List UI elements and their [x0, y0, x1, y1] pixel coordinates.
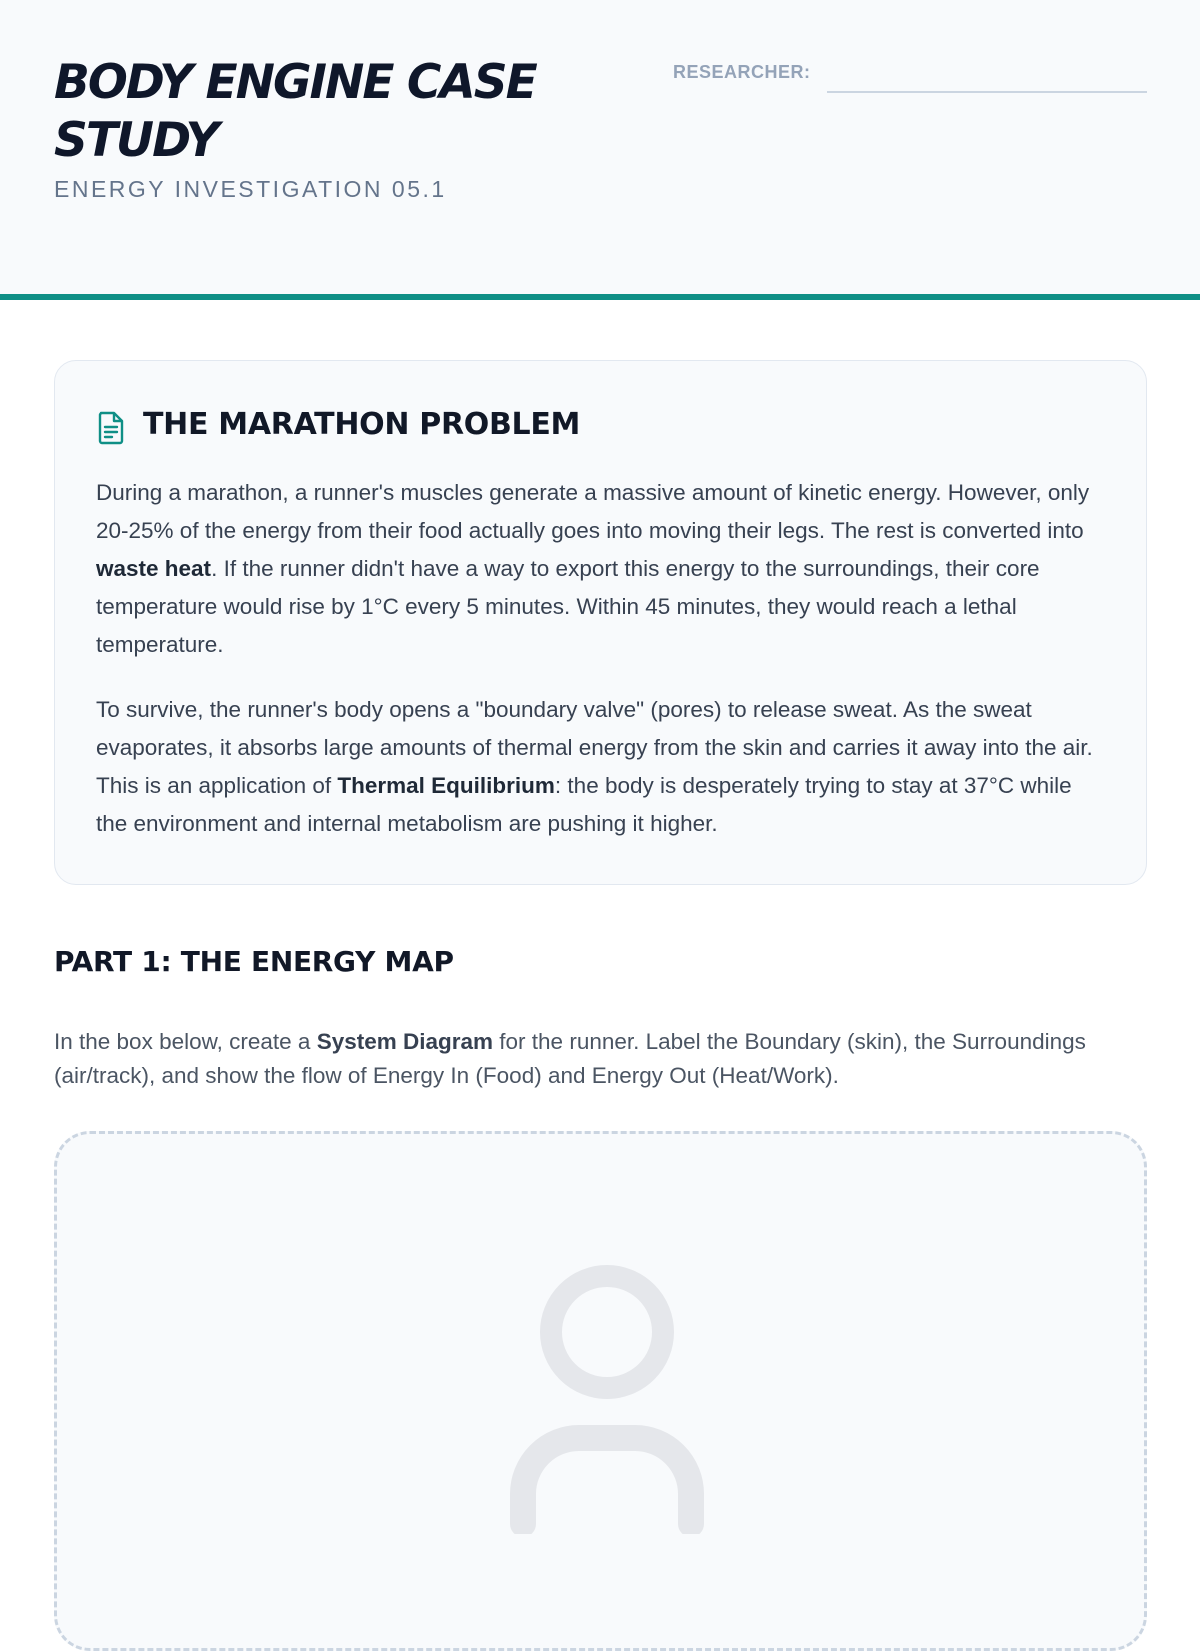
researcher-name-field[interactable]	[827, 91, 1147, 93]
highlight-waste-heat: waste heat	[96, 556, 212, 581]
part-1-instructions: In the box below, create a System Diagram for the runner. Label the Boundary (skin), the Surroundings (air/track), and show the flow of Energy In (Food) and Energy Out (Heat/Work).	[54, 1029, 1086, 1088]
card-body	[96, 474, 1106, 870]
person-icon	[497, 1264, 717, 1534]
paragraph-1: During a marathon, a runner's muscles generate a massive amount of kinetic energy. However, only 20-25% of the energy from their food actually goes into moving their legs. The rest is converted into waste heat. If the runner didn't have a way to export this energy to the surroundings, their core temperature would rise by 1°C every 5 minutes. Within 45 minutes, they would reach a lethal temperature.	[96, 480, 1090, 657]
researcher-label: RESEARCHER:	[673, 62, 811, 82]
part-1-title: PART 1: THE ENERGY MAP	[54, 945, 454, 978]
card-title: THE MARATHON PROBLEM	[143, 407, 581, 442]
paragraph-2: To survive, the runner's body opens a "boundary valve" (pores) to release sweat. As the sweat evaporates, it absorbs large amounts of thermal energy from the skin and carries it away into the air. This is an application of Thermal Equilibrium: the body is desperately trying to stay at 37°C while the environment and internal metabolism are pushing it higher.	[96, 697, 1093, 836]
highlight-thermal-equilibrium: Thermal Equilibrium	[337, 773, 555, 798]
highlight-system-diagram: System Diagram	[316, 1029, 494, 1054]
page-title: BODY ENGINE CASE STUDY	[54, 55, 536, 168]
marathon-problem-card	[54, 360, 1147, 885]
document-icon	[97, 411, 125, 445]
page-subtitle: ENERGY INVESTIGATION 05.1	[54, 176, 447, 202]
header	[0, 0, 1200, 300]
system-diagram-drawing-area[interactable]	[54, 1131, 1147, 1651]
